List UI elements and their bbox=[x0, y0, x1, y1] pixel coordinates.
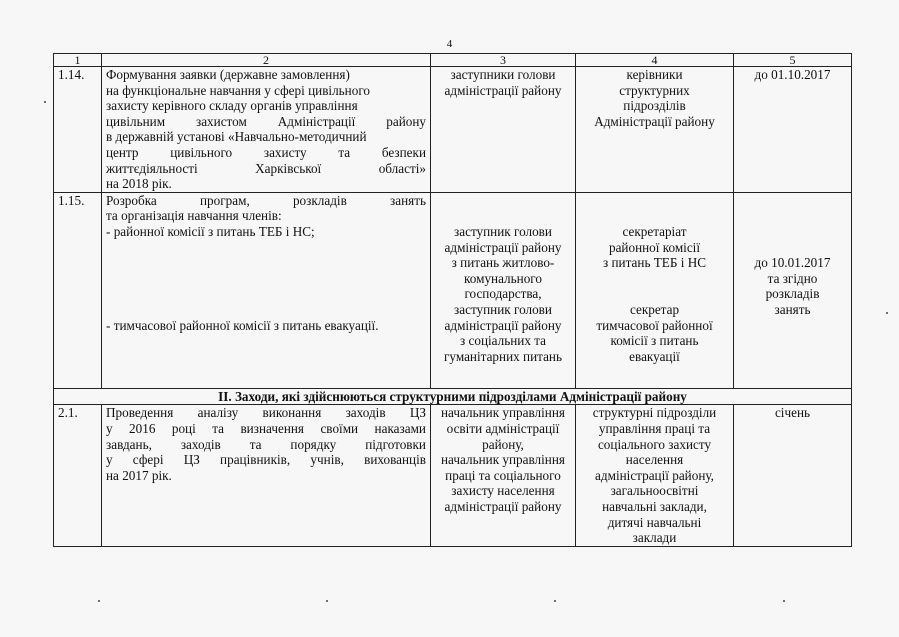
text-line: з питань ТЕБ і НС bbox=[602, 255, 707, 271]
text-line: начальник управління bbox=[441, 405, 565, 421]
text-line: навчальні заклади, bbox=[602, 499, 707, 515]
text-line: гуманітарних питань bbox=[444, 348, 562, 364]
text-line: - тимчасової районної комісії з питань евакуації. bbox=[106, 317, 379, 333]
text-line: та згідно bbox=[767, 270, 818, 286]
text-line: з соціальних та bbox=[459, 333, 547, 349]
scan-speck bbox=[554, 600, 556, 602]
text-line: комунального bbox=[464, 270, 542, 286]
text-line: району, bbox=[482, 436, 524, 452]
text-line: на 2017 рік. bbox=[106, 467, 172, 483]
text-line: праці та соціального bbox=[445, 467, 561, 483]
text-line: секретар bbox=[629, 301, 680, 317]
header-cell: 2 bbox=[102, 54, 431, 67]
text-line: центр цивільного захисту та безпеки bbox=[106, 144, 426, 160]
text-line: комісії з питань bbox=[610, 333, 699, 349]
text-line: адміністрації району bbox=[444, 82, 562, 98]
text-line: господарства, bbox=[464, 286, 542, 302]
executor-cell bbox=[431, 67, 576, 193]
scan-speck bbox=[783, 600, 785, 602]
responsible-cell bbox=[576, 192, 734, 388]
table-row bbox=[54, 192, 852, 388]
header-cell: 5 bbox=[734, 54, 852, 67]
text-line: адміністрації району bbox=[444, 499, 562, 515]
header-cell: 1 bbox=[54, 54, 102, 67]
row-number: 1.15. bbox=[54, 192, 102, 388]
text-line: на функціональне навчання у сфері цивільного bbox=[106, 82, 371, 98]
text-line: січень bbox=[774, 405, 811, 421]
text-line: освіти адміністрації bbox=[446, 421, 560, 437]
scan-speck bbox=[886, 312, 888, 314]
text-line: структурні підрозділи bbox=[592, 405, 717, 421]
text-line: евакуації bbox=[629, 348, 680, 364]
text-line: в державній установі «Навчально-методичний bbox=[106, 129, 367, 145]
text-line: населення bbox=[625, 452, 684, 468]
table-row bbox=[54, 67, 852, 193]
text-line: управління праці та bbox=[598, 421, 711, 437]
executor-cell bbox=[431, 405, 576, 546]
text-line: на 2018 рік. bbox=[106, 176, 172, 192]
responsible-cell bbox=[576, 405, 734, 546]
plan-table bbox=[53, 53, 852, 547]
text-line: секретаріат bbox=[622, 223, 687, 239]
text-line: завдань, заходів та порядку підготовки bbox=[106, 436, 426, 452]
text-line: Формування заявки (державне замовлення) bbox=[106, 67, 350, 82]
text-line: заступник голови bbox=[454, 223, 552, 239]
section-title: ІІ. Заходи, які здійснюються структурними підрозділами Адміністрації району bbox=[54, 388, 852, 405]
text-line: начальник управління bbox=[441, 452, 565, 468]
text-line: структурних bbox=[619, 82, 690, 98]
text-line: заступники голови bbox=[450, 67, 556, 82]
text-line: розкладів bbox=[765, 286, 820, 302]
text-line: Розробка програм, розкладів занять bbox=[106, 192, 426, 208]
measure-text bbox=[102, 192, 431, 388]
text-line: заклади bbox=[632, 530, 677, 546]
section-row bbox=[54, 388, 852, 405]
text-line: тимчасової районної bbox=[596, 317, 713, 333]
text-line: підрозділів bbox=[623, 98, 686, 114]
text-line: адміністрації району bbox=[444, 317, 562, 333]
text-line: соціального захисту bbox=[597, 436, 712, 452]
header-cell: 4 bbox=[576, 54, 734, 67]
text-line: з питань житлово- bbox=[451, 255, 555, 271]
text-line: до 01.10.2017 bbox=[754, 67, 831, 82]
text-line: занять bbox=[774, 301, 811, 317]
text-line: захисту керівного складу органів управління bbox=[106, 98, 358, 114]
scan-speck bbox=[98, 600, 100, 602]
text-line: районної комісії bbox=[608, 239, 701, 255]
text-line: та організація навчання членів: bbox=[106, 208, 282, 224]
text-line: Адміністрації району bbox=[594, 113, 715, 129]
header-cell: 3 bbox=[431, 54, 576, 67]
measure-text bbox=[102, 405, 431, 546]
scan-speck bbox=[326, 600, 328, 602]
text-line: життєдіяльності Харківської області» bbox=[106, 160, 426, 176]
text-line: цивільним захистом Адміністрації району bbox=[106, 113, 426, 129]
text-line: до 10.01.2017 bbox=[754, 255, 831, 271]
text-line: захисту населення bbox=[451, 483, 555, 499]
page-number: 4 bbox=[446, 38, 453, 50]
text-line: Проведення аналізу виконання заходів ЦЗ bbox=[106, 405, 426, 421]
text-line: заступник голови bbox=[454, 301, 552, 317]
measure-text bbox=[102, 67, 431, 193]
text-line: адміністрації району bbox=[444, 239, 562, 255]
row-number: 1.14. bbox=[54, 67, 102, 193]
text-line: у сфері ЦЗ працівників, учнів, вихованців bbox=[106, 452, 426, 468]
table-row bbox=[54, 405, 852, 546]
text-line: - районної комісії з питань ТЕБ і НС; bbox=[106, 223, 315, 239]
term-cell bbox=[734, 405, 852, 546]
text-line: дитячі навчальні bbox=[607, 514, 702, 530]
term-cell bbox=[734, 192, 852, 388]
table-header-row bbox=[54, 54, 852, 67]
executor-cell bbox=[431, 192, 576, 388]
responsible-cell bbox=[576, 67, 734, 193]
text-line: у 2016 році та визначення своїми наказами bbox=[106, 421, 426, 437]
text-line: адміністрації району, bbox=[595, 467, 714, 483]
term-cell bbox=[734, 67, 852, 193]
text-line: керівники bbox=[626, 67, 683, 82]
row-number: 2.1. bbox=[54, 405, 102, 546]
text-line: загальноосвітні bbox=[610, 483, 699, 499]
scan-speck bbox=[44, 101, 46, 103]
